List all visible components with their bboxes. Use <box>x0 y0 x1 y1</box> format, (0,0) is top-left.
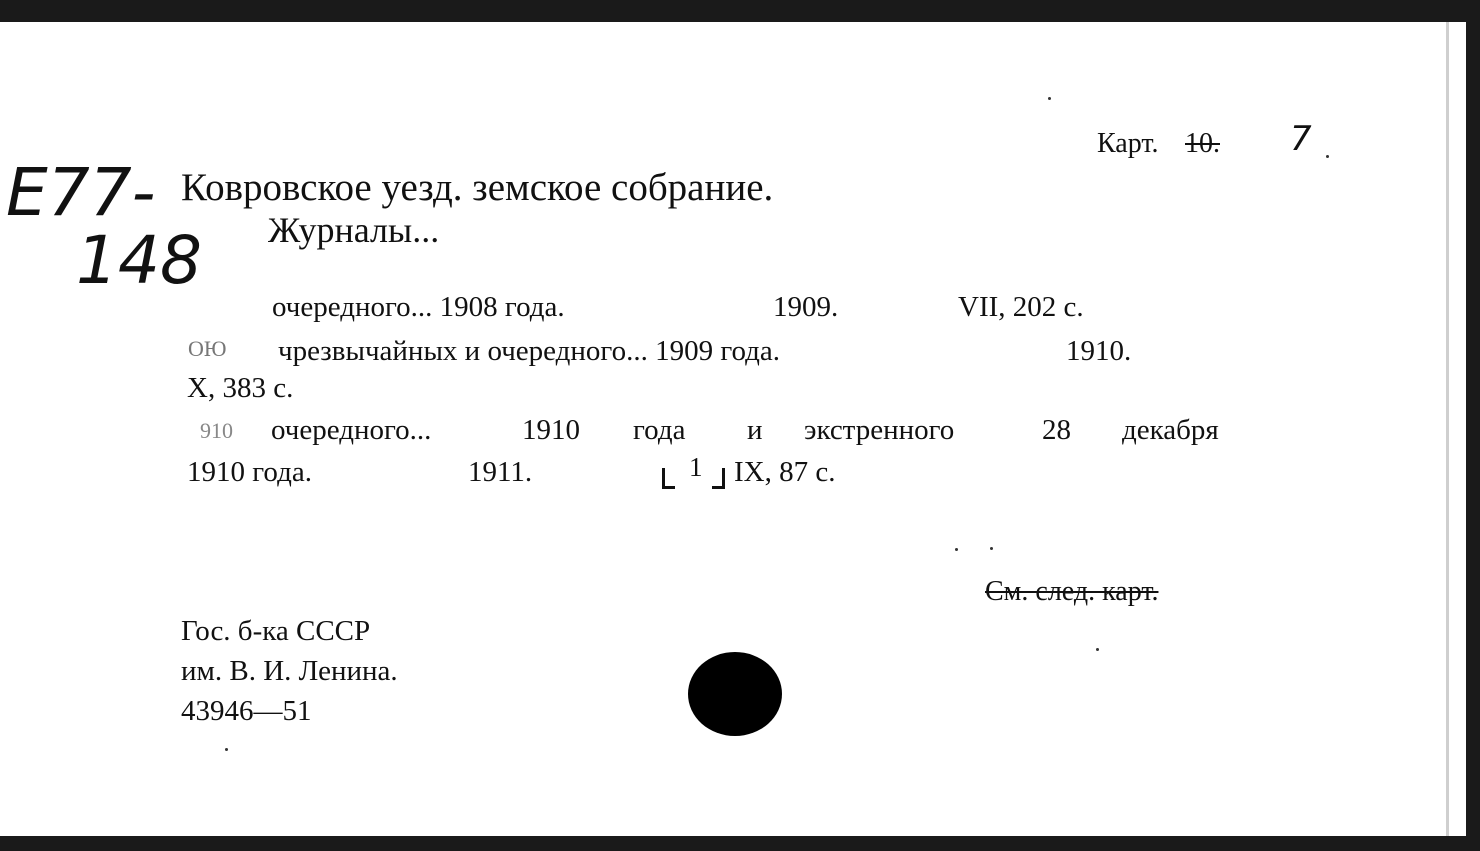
entry-1-pages: VII, 202 с. <box>958 291 1084 323</box>
library-line-3: 43946—51 <box>181 695 312 727</box>
entry-1-title: очередного... 1908 года. <box>272 291 565 323</box>
scan-border-right <box>1466 0 1480 851</box>
entry-3-word-2: 1910 <box>522 414 580 446</box>
see-next-card: См. след. карт. <box>985 576 1159 607</box>
entry-3-mark: 910 <box>200 418 233 443</box>
card-label: Карт. <box>1097 128 1159 159</box>
card-edge <box>1446 22 1449 836</box>
catalog-subheading: Журналы... <box>268 210 440 250</box>
entry-3-word-3: года <box>633 414 686 446</box>
speck <box>1096 648 1099 651</box>
catalog-heading: Ковровское уезд. земское собрание. <box>181 166 774 209</box>
call-number-line2: 148 <box>76 222 202 299</box>
card-number-struck: 10. <box>1185 128 1220 159</box>
speck <box>1326 155 1329 158</box>
entry-3-word-1: очередного... <box>271 414 432 446</box>
card-number-handwritten: 7 <box>1290 119 1312 159</box>
entry-3-sheet: 1 <box>689 452 703 482</box>
speck <box>955 548 958 551</box>
call-number-line1: E77- <box>6 154 156 231</box>
entry-3-word-5: экстренного <box>804 414 955 446</box>
library-line-2: им. В. И. Ленина. <box>181 655 398 687</box>
speck <box>225 748 228 751</box>
entry-2-year: 1910. <box>1066 335 1132 367</box>
scan-border-bottom <box>0 836 1480 851</box>
entry-3-date: 1910 года. <box>187 456 312 488</box>
entry-2-mark: ОЮ <box>188 336 227 361</box>
entry-3-word-6: 28 <box>1042 414 1071 446</box>
scan-border-top <box>0 0 1480 22</box>
entry-3-year: 1911. <box>468 456 533 488</box>
entry-3-sheet-bracket-right <box>712 468 725 489</box>
entry-3-sheet-bracket-left <box>662 468 675 489</box>
speck <box>990 547 993 550</box>
entry-3-word-4: и <box>747 414 763 446</box>
punch-hole <box>688 652 782 736</box>
library-line-1: Гос. б-ка СССР <box>181 615 371 647</box>
speck <box>1048 97 1051 100</box>
entry-2-title: чрезвычайных и очередного... 1909 года. <box>278 335 781 367</box>
entry-3-pages: IX, 87 с. <box>734 456 836 488</box>
entry-3-word-7: декабря <box>1122 414 1219 446</box>
entry-1-year: 1909. <box>773 291 839 323</box>
entry-2-pages: X, 383 с. <box>187 372 294 404</box>
